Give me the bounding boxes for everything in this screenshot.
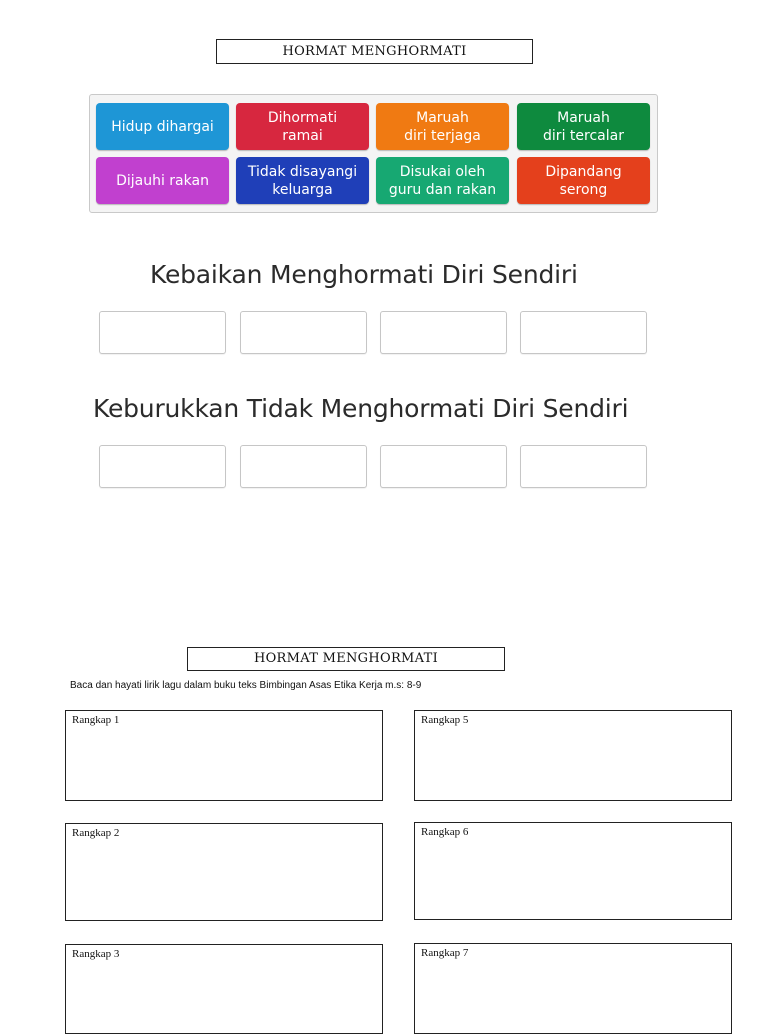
drop-slot[interactable] (520, 311, 647, 354)
stanza-label: Rangkap 1 (72, 714, 120, 726)
stanza-box[interactable] (65, 944, 383, 1034)
drop-slot[interactable] (380, 311, 507, 354)
drop-slot[interactable] (380, 445, 507, 488)
answer-tile[interactable] (236, 157, 369, 204)
worksheet-title-2: HORMAT MENGHORMATI (187, 647, 505, 671)
instruction-text: Baca dan hayati lirik lagu dalam buku teks Bimbingan Asas Etika Kerja m.s: 8-9 (70, 680, 422, 691)
tile-label: Dihormati ramai (267, 109, 338, 144)
answer-tile[interactable] (96, 103, 229, 150)
stanza-label: Rangkap 6 (421, 826, 469, 838)
tile-label: Maruah diri terjaga (404, 109, 481, 144)
tile-label: Tidak disayangi keluarga (247, 163, 358, 198)
worksheet-title: HORMAT MENGHORMATI (216, 39, 533, 64)
stanza-box[interactable] (65, 710, 383, 801)
group-heading-drawbacks: Keburukkan Tidak Menghormati Diri Sendiri (93, 394, 629, 423)
tile-label: Dipandang serong (545, 163, 622, 198)
tile-label: Hidup dihargai (111, 118, 214, 135)
stanza-label: Rangkap 2 (72, 827, 120, 839)
stanza-label: Rangkap 3 (72, 948, 120, 960)
drop-slot[interactable] (240, 445, 367, 488)
stanza-label: Rangkap 7 (421, 947, 469, 959)
tile-label: Dijauhi rakan (116, 172, 209, 189)
drop-slot[interactable] (520, 445, 647, 488)
stanza-box[interactable] (414, 822, 732, 920)
drop-slot[interactable] (240, 311, 367, 354)
group-heading-benefits: Kebaikan Menghormati Diri Sendiri (150, 260, 578, 289)
stanza-label: Rangkap 5 (421, 714, 469, 726)
drop-slot[interactable] (99, 311, 226, 354)
answer-tile-bank (89, 94, 658, 213)
tile-label: Disukai oleh guru dan rakan (388, 163, 497, 198)
answer-tile[interactable] (96, 157, 229, 204)
stanza-box[interactable] (65, 823, 383, 921)
answer-tile[interactable] (236, 103, 369, 150)
stanza-box[interactable] (414, 943, 732, 1034)
answer-tile[interactable] (517, 157, 650, 204)
answer-tile[interactable] (376, 157, 509, 204)
answer-tile[interactable] (517, 103, 650, 150)
answer-tile[interactable] (376, 103, 509, 150)
stanza-box[interactable] (414, 710, 732, 801)
tile-label: Maruah diri tercalar (543, 109, 624, 144)
drop-slot[interactable] (99, 445, 226, 488)
